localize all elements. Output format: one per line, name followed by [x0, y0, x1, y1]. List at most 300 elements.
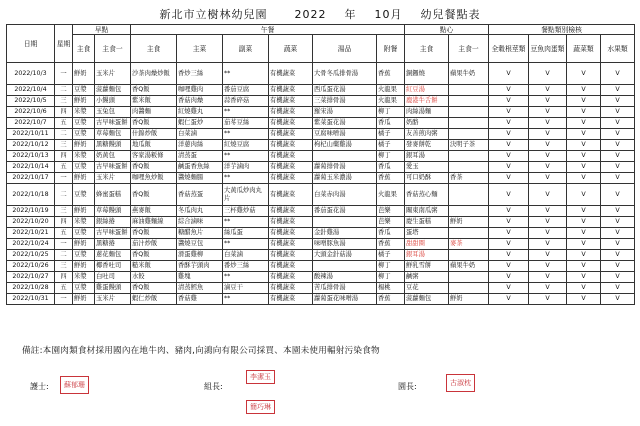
side-dish-cell: ** [223, 272, 269, 283]
date-cell: 2022/10/25 [7, 250, 55, 261]
check-veg-cell: V [567, 250, 601, 261]
weekday-cell: 四 [55, 107, 73, 118]
breakfast-main-cell: 米漿 [73, 217, 95, 228]
soup-cell: 金針雞湯 [313, 228, 377, 239]
weekday-cell: 一 [55, 294, 73, 305]
weekday-cell: 四 [55, 272, 73, 283]
header-fruit: 水果類 [601, 35, 635, 63]
main-dish-cell: 紅燒雞丸 [177, 107, 223, 118]
check-veg-cell: V [567, 96, 601, 107]
breakfast-main1-cell: 草莓饅頭 [95, 206, 131, 217]
lunch-main-cell: 香Q飯 [131, 250, 177, 261]
breakfast-main-cell: 鮮奶 [73, 239, 95, 250]
breakfast-main1-cell: 奶黃包 [95, 151, 131, 162]
check-grain-cell: V [489, 272, 529, 283]
date-cell: 2022/10/4 [7, 85, 55, 96]
snack-main-cell: 奶酪 [405, 118, 449, 129]
vegetable-cell: 有機蔬菜 [269, 217, 313, 228]
header-bf-main1: 主食一 [95, 35, 131, 63]
check-protein-cell: V [529, 129, 567, 140]
soup-cell: 枸杞山藥雞湯 [313, 140, 377, 151]
leader-stamp-2: 簡巧琳 [246, 400, 275, 414]
check-protein-cell: V [529, 85, 567, 96]
lunch-main-cell: 香Q飯 [131, 184, 177, 206]
check-veg-cell: V [567, 217, 601, 228]
breakfast-main-cell: 豆漿 [73, 250, 95, 261]
check-grain-cell: V [489, 283, 529, 294]
snack-main-cell: 香菇蒸心麵 [405, 184, 449, 206]
table-row [7, 294, 635, 305]
main-dish-cell: 香炒三絲 [177, 63, 223, 85]
check-fruit-cell: V [601, 162, 635, 173]
snack-main1-cell [449, 206, 489, 217]
header-side-dish: 副菜 [223, 35, 269, 63]
extra-cell: 芭樂 [377, 217, 405, 228]
main-dish-cell: 白菜滷 [177, 129, 223, 140]
weekday-cell: 一 [55, 63, 73, 85]
check-protein-cell: V [529, 118, 567, 129]
soup-cell [313, 151, 377, 162]
soup-cell: 羅宋湯 [313, 107, 377, 118]
check-protein-cell: V [529, 63, 567, 85]
check-grain-cell: V [489, 261, 529, 272]
side-dish-cell: ** [223, 107, 269, 118]
check-protein-cell: V [529, 96, 567, 107]
check-veg-cell: V [567, 107, 601, 118]
weekday-cell: 三 [55, 140, 73, 151]
weekday-cell: 三 [55, 96, 73, 107]
lunch-main-cell: 麻油雞麵線 [131, 217, 177, 228]
check-veg-cell: V [567, 206, 601, 217]
header-weekday: 星期 [55, 25, 73, 63]
check-fruit-cell: V [601, 239, 635, 250]
check-fruit-cell: V [601, 63, 635, 85]
lunch-main-cell: 沙茶肉燥炒飯 [131, 63, 177, 85]
check-fruit-cell: V [601, 294, 635, 305]
check-veg-cell: V [567, 162, 601, 173]
side-dish-cell: 洋芋滷肉 [223, 162, 269, 173]
extra-cell: 橘子 [377, 250, 405, 261]
soup-cell: 味噌豚魚湯 [313, 239, 377, 250]
soup-cell: 紫菜蛋花湯 [313, 118, 377, 129]
check-fruit-cell: V [601, 217, 635, 228]
snack-main-cell: 鮮乳雪餅 [405, 261, 449, 272]
weekday-cell: 二 [55, 250, 73, 261]
side-dish-cell: 白菜滷 [223, 250, 269, 261]
main-dish-cell: 雞塊 [177, 272, 223, 283]
breakfast-main-cell: 米漿 [73, 107, 95, 118]
check-protein-cell: V [529, 228, 567, 239]
snack-main1-cell [449, 129, 489, 140]
check-grain-cell: V [489, 151, 529, 162]
main-dish-cell: 香酥芋頭肉 [177, 261, 223, 272]
soup-cell: 酸辣湯 [313, 272, 377, 283]
breakfast-main1-cell: 玉兔包 [95, 107, 131, 118]
date-cell: 2022/10/24 [7, 239, 55, 250]
footnote: 備註:本園肉類食材採用國內在地牛肉、豬肉,向鴻向有限公司採買、本園未使用輻射污染食物 [22, 346, 380, 356]
check-veg-cell: V [567, 85, 601, 96]
check-protein-cell: V [529, 107, 567, 118]
snack-main1-cell [449, 250, 489, 261]
vegetable-cell: 有機蔬菜 [269, 261, 313, 272]
breakfast-main1-cell: 黑糖捲 [95, 239, 131, 250]
snack-main1-cell [449, 162, 489, 173]
check-protein-cell: V [529, 162, 567, 173]
breakfast-main-cell: 鮮奶 [73, 206, 95, 217]
side-dish-cell: 番茄豆腐 [223, 85, 269, 96]
header-check: 餐點類別檢核 [489, 25, 635, 35]
check-grain-cell: V [489, 228, 529, 239]
check-fruit-cell: V [601, 118, 635, 129]
side-dish-cell: ** [223, 63, 269, 85]
extra-cell: 香蕉 [377, 239, 405, 250]
table-row [7, 151, 635, 162]
snack-main1-cell [449, 107, 489, 118]
snack-main1-cell: 鮮奶 [449, 217, 489, 228]
soup-cell: 苦瓜排骨湯 [313, 283, 377, 294]
lunch-main-cell: 地瓜飯 [131, 140, 177, 151]
main-dish-cell: 鹹蛋香魚絲 [177, 162, 223, 173]
soup-cell: 西瓜蛋花湯 [313, 85, 377, 96]
weekday-cell: 三 [55, 261, 73, 272]
breakfast-main1-cell: 玉米片 [95, 173, 131, 184]
table-row [7, 228, 635, 239]
check-fruit-cell: V [601, 85, 635, 96]
header-row-columns [7, 35, 635, 63]
date-cell: 2022/10/5 [7, 96, 55, 107]
breakfast-main1-cell: 古早味蛋餅 [95, 118, 131, 129]
side-dish-cell: 三杯雞炒菇 [223, 206, 269, 217]
lunch-main-cell: 咖哩魚炒飯 [131, 173, 177, 184]
check-grain-cell: V [489, 96, 529, 107]
lunch-main-cell: 香Q飯 [131, 228, 177, 239]
lunch-main-cell: 水餃 [131, 272, 177, 283]
header-main-dish: 主菜 [177, 35, 223, 63]
check-protein-cell: V [529, 294, 567, 305]
date-cell: 2022/10/6 [7, 107, 55, 118]
header-vegetable: 蔬菜 [269, 35, 313, 63]
check-protein-cell: V [529, 239, 567, 250]
main-dish-cell: 蝦仁蛋炒 [177, 118, 223, 129]
check-fruit-cell: V [601, 107, 635, 118]
date-cell: 2022/10/3 [7, 63, 55, 85]
main-dish-cell: 香菇蒸蛋 [177, 184, 223, 206]
check-protein-cell: V [529, 217, 567, 228]
table-row [7, 283, 635, 294]
date-cell: 2022/10/31 [7, 294, 55, 305]
check-veg-cell: V [567, 173, 601, 184]
weekday-cell: 五 [55, 162, 73, 173]
director-stamp: 古淑枕 [446, 374, 475, 392]
snack-main-cell: 銀耳湯 [405, 250, 449, 261]
snack-main1-cell: 鮮奶 [449, 294, 489, 305]
extra-cell: 香瓜 [377, 162, 405, 173]
check-grain-cell: V [489, 129, 529, 140]
breakfast-main-cell: 豆漿 [73, 118, 95, 129]
check-veg-cell: V [567, 294, 601, 305]
breakfast-main-cell: 米漿 [73, 151, 95, 162]
check-grain-cell: V [489, 140, 529, 151]
check-veg-cell: V [567, 184, 601, 206]
soup-cell: 番茄蛋花湯 [313, 206, 377, 217]
main-dish-cell: 冬瓜肉丸 [177, 206, 223, 217]
snack-main-cell: 友善煎肉粥 [405, 129, 449, 140]
breakfast-main1-cell: 古早味蛋餅 [95, 162, 131, 173]
main-dish-cell: 糖醋魚片 [177, 228, 223, 239]
extra-cell: 香瓜 [377, 228, 405, 239]
snack-main-cell: 蛋塔 [405, 228, 449, 239]
lunch-main-cell: 香Q飯 [131, 85, 177, 96]
breakfast-main1-cell: 草莓麵包 [95, 129, 131, 140]
date-cell: 2022/10/21 [7, 228, 55, 239]
side-dish-cell: 絲瓜蛋 [223, 228, 269, 239]
vegetable-cell: 有機蔬菜 [269, 107, 313, 118]
main-dish-cell: 洋蔥肉絲 [177, 140, 223, 151]
weekday-cell: 二 [55, 184, 73, 206]
breakfast-main1-cell: 玉米片 [95, 294, 131, 305]
menu-table [6, 24, 635, 305]
table-row [7, 118, 635, 129]
side-dish-cell: 蒜香碎菇 [223, 96, 269, 107]
check-grain-cell: V [489, 294, 529, 305]
check-veg-cell: V [567, 151, 601, 162]
main-dish-cell: 醬燒豆包 [177, 239, 223, 250]
soup-cell [313, 217, 377, 228]
date-cell: 2022/10/27 [7, 272, 55, 283]
side-dish-cell: 紅燒豆腐 [223, 140, 269, 151]
table-row [7, 261, 635, 272]
soup-cell: 大骨冬瓜排骨湯 [313, 63, 377, 85]
check-grain-cell: V [489, 173, 529, 184]
breakfast-main1-cell: 古早味蛋餅 [95, 228, 131, 239]
check-veg-cell: V [567, 63, 601, 85]
breakfast-main-cell: 豆漿 [73, 228, 95, 239]
main-dish-cell: 醬燒麵腸 [177, 173, 223, 184]
check-fruit-cell: V [601, 173, 635, 184]
vegetable-cell: 有機蔬菜 [269, 228, 313, 239]
extra-cell: 火龍果 [377, 85, 405, 96]
header-extra: 附餐 [377, 35, 405, 63]
page-title: 新北市立樹林幼兒園 2022 年 10月 幼兒餐點表 [159, 8, 481, 21]
extra-cell: 柳丁 [377, 107, 405, 118]
main-dish-cell: 香菇肉燥 [177, 96, 223, 107]
breakfast-main-cell: 豆漿 [73, 283, 95, 294]
check-grain-cell: V [489, 85, 529, 96]
weekday-cell: 五 [55, 118, 73, 129]
snack-main1-cell: 蘋果牛奶 [449, 261, 489, 272]
snack-main-cell: 甜甜圈 [405, 239, 449, 250]
snack-main1-cell [449, 85, 489, 96]
check-fruit-cell: V [601, 184, 635, 206]
side-dish-cell: 番炒三絲 [223, 261, 269, 272]
vegetable-cell: 有機蔬菜 [269, 184, 313, 206]
check-protein-cell: V [529, 151, 567, 162]
check-protein-cell: V [529, 206, 567, 217]
snack-main-cell: 發麥餅乾 [405, 140, 449, 151]
check-fruit-cell: V [601, 140, 635, 151]
snack-main-cell: 慶生蛋糕 [405, 217, 449, 228]
check-protein-cell: V [529, 272, 567, 283]
check-grain-cell: V [489, 63, 529, 85]
date-cell: 2022/10/11 [7, 129, 55, 140]
header-snack-main: 主食 [405, 35, 449, 63]
extra-cell: 香蕉 [377, 294, 405, 305]
check-veg-cell: V [567, 228, 601, 239]
lunch-main-cell: 紫米飯 [131, 96, 177, 107]
menu-body [7, 63, 635, 305]
extra-cell: 香蕉 [377, 63, 405, 85]
date-cell: 2022/10/12 [7, 140, 55, 151]
breakfast-main-cell: 鮮奶 [73, 294, 95, 305]
weekday-cell: 三 [55, 206, 73, 217]
extra-cell: 香蕉 [377, 173, 405, 184]
date-cell: 2022/10/13 [7, 151, 55, 162]
breakfast-main-cell: 豆漿 [73, 184, 95, 206]
breakfast-main1-cell: 蜂蜜蛋糕 [95, 184, 131, 206]
main-dish-cell: 滑蛋雞柳 [177, 250, 223, 261]
vegetable-cell: 有機蔬菜 [269, 206, 313, 217]
snack-main-cell: 豆花 [405, 283, 449, 294]
check-veg-cell: V [567, 272, 601, 283]
snack-main-cell: 紅豆湯 [405, 85, 449, 96]
check-fruit-cell: V [601, 228, 635, 239]
soup-cell: 白菜赤肉湯 [313, 184, 377, 206]
vegetable-cell: 有機蔬菜 [269, 173, 313, 184]
snack-main-cell: 菠蘿麵包 [405, 294, 449, 305]
check-fruit-cell: V [601, 151, 635, 162]
header-row-groups [7, 25, 635, 35]
check-grain-cell: V [489, 184, 529, 206]
check-fruit-cell: V [601, 283, 635, 294]
check-grain-cell: V [489, 250, 529, 261]
snack-main-cell: 銅鑼燒 [405, 63, 449, 85]
table-row [7, 107, 635, 118]
weekday-cell: 四 [55, 217, 73, 228]
extra-cell: 橘子 [377, 129, 405, 140]
snack-main1-cell: 蘋果牛奶 [449, 63, 489, 85]
lunch-main-cell: 肉醬麵 [131, 107, 177, 118]
vegetable-cell: 有機蔬菜 [269, 140, 313, 151]
table-row [7, 272, 635, 283]
check-protein-cell: V [529, 283, 567, 294]
extra-cell: 柳丁 [377, 151, 405, 162]
check-grain-cell: V [489, 206, 529, 217]
extra-cell: 火龍果 [377, 96, 405, 107]
main-dish-cell: 清蒸蛋 [177, 151, 223, 162]
check-veg-cell: V [567, 283, 601, 294]
check-veg-cell: V [567, 118, 601, 129]
lunch-main-cell: 茄汁炒飯 [131, 239, 177, 250]
vegetable-cell: 有機蔬菜 [269, 151, 313, 162]
lunch-main-cell: 什錦炒飯 [131, 129, 177, 140]
check-fruit-cell: V [601, 129, 635, 140]
extra-cell: 柳丁 [377, 272, 405, 283]
table-row [7, 140, 635, 151]
check-veg-cell: V [567, 129, 601, 140]
breakfast-main1-cell: 小饅頭 [95, 96, 131, 107]
weekday-cell: 四 [55, 151, 73, 162]
lunch-main-cell: 燕麥飯 [131, 206, 177, 217]
leader-stamp-1: 李潔玉 [246, 370, 275, 384]
main-dish-cell: 香菇雞 [177, 294, 223, 305]
check-protein-cell: V [529, 250, 567, 261]
leader-label: 組長: [204, 382, 223, 391]
breakfast-main1-cell: 椰香吐司 [95, 261, 131, 272]
breakfast-main-cell: 豆漿 [73, 85, 95, 96]
date-cell: 2022/10/17 [7, 173, 55, 184]
breakfast-main-cell: 鮮奶 [73, 96, 95, 107]
table-row [7, 96, 635, 107]
snack-main-cell: 鹿港牛舌餅 [405, 96, 449, 107]
main-dish-cell: 清蒸鱈魚 [177, 283, 223, 294]
check-fruit-cell: V [601, 261, 635, 272]
header-lunch-main: 主食 [131, 35, 177, 63]
snack-main1-cell: 香茶 [449, 173, 489, 184]
check-grain-cell: V [489, 162, 529, 173]
extra-cell: 香瓜 [377, 118, 405, 129]
weekday-cell: 五 [55, 228, 73, 239]
check-protein-cell: V [529, 173, 567, 184]
weekday-cell: 五 [55, 283, 73, 294]
header-veg-group: 蔬菜類 [567, 35, 601, 63]
main-dish-cell: 綜合滷味 [177, 217, 223, 228]
lunch-main-cell: 糙米飯 [131, 261, 177, 272]
table-row [7, 250, 635, 261]
snack-main1-cell [449, 272, 489, 283]
check-grain-cell: V [489, 239, 529, 250]
check-protein-cell: V [529, 140, 567, 151]
lunch-main-cell: 香Q飯 [131, 118, 177, 129]
snack-main-cell: 銀耳湯 [405, 151, 449, 162]
breakfast-main1-cell: 菠蘿麵包 [95, 85, 131, 96]
snack-main1-cell: 麥茶 [449, 239, 489, 250]
check-grain-cell: V [489, 118, 529, 129]
breakfast-main1-cell: 玉米片 [95, 63, 131, 85]
snack-main1-cell [449, 228, 489, 239]
snack-main1-cell: 決明子茶 [449, 140, 489, 151]
date-cell: 2022/10/7 [7, 118, 55, 129]
header-bf-main: 主食 [73, 35, 95, 63]
side-dish-cell: ** [223, 151, 269, 162]
snack-main-cell: 鹹粥 [405, 272, 449, 283]
side-dish-cell: ** [223, 239, 269, 250]
header-protein: 豆魚肉蛋類 [529, 35, 567, 63]
soup-cell: 三菜排骨湯 [313, 96, 377, 107]
lunch-main-cell: 客家湯粄條 [131, 151, 177, 162]
extra-cell: 楊桃 [377, 283, 405, 294]
date-cell: 2022/10/19 [7, 206, 55, 217]
date-cell: 2022/10/26 [7, 261, 55, 272]
breakfast-main-cell: 鮮奶 [73, 261, 95, 272]
breakfast-main1-cell: 銀絲捲 [95, 217, 131, 228]
table-row [7, 184, 635, 206]
snack-main-cell: 可口奶酥 [405, 173, 449, 184]
soup-cell: 蘿蔔玉米濃湯 [313, 173, 377, 184]
date-cell: 2022/10/18 [7, 184, 55, 206]
weekday-cell: 二 [55, 85, 73, 96]
date-cell: 2022/10/20 [7, 217, 55, 228]
vegetable-cell: 有機蔬菜 [269, 85, 313, 96]
breakfast-main1-cell: 白吐司 [95, 272, 131, 283]
vegetable-cell: 有機蔬菜 [269, 118, 313, 129]
director-label: 園長: [398, 382, 417, 391]
table-row [7, 85, 635, 96]
check-fruit-cell: V [601, 272, 635, 283]
header-snack-main1: 主食一 [449, 35, 489, 63]
snack-main1-cell [449, 151, 489, 162]
soup-cell: 蘿蔔蛋花味噌湯 [313, 294, 377, 305]
soup-cell [313, 261, 377, 272]
